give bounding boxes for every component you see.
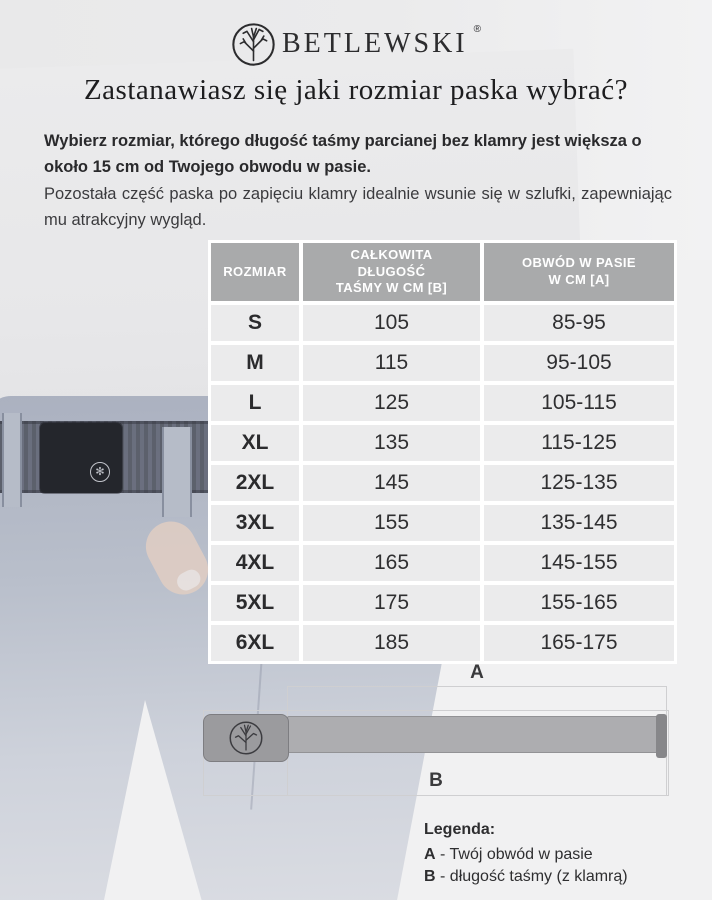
photo-belt-loop-right (162, 427, 192, 517)
size-table (208, 240, 677, 664)
column-header-line: W CM [A] (548, 272, 610, 287)
cell-size: 4XL (211, 545, 299, 581)
intro-regular-text: Pozostała część paska po zapięciu klamry idealnie wsunie się w szlufki, zapewniając mu atrakcyjny wygląd. (44, 185, 672, 230)
column-header-rozmiar (211, 243, 299, 301)
page-title: Zastanawiasz się jaki rozmiar paska wybrać? (83, 74, 629, 106)
cell-tape-length: 175 (303, 585, 480, 621)
intro-bold-text: Wybierz rozmiar, którego długość taśmy parcianej bez klamry jest większa o około 15 cm od Twojego obwodu w pasie. (44, 132, 642, 177)
cell-tape-length: 105 (303, 305, 480, 341)
belt-strap (287, 716, 661, 753)
photo-belt-buckle (40, 423, 122, 493)
cell-waist-range: 165-175 (484, 625, 674, 661)
column-header-line: DŁUGOŚĆ (357, 263, 426, 279)
column-header-obwod-w-pasie (484, 243, 674, 301)
brand-wordmark: BETLEWSKI (281, 28, 468, 59)
legend-text-a: - Twój obwód w pasie (440, 845, 593, 863)
cell-tape-length: 185 (303, 625, 480, 661)
cell-tape-length: 155 (303, 505, 480, 541)
dimension-a-label: A (470, 662, 484, 683)
column-header-dlugosc-tasmy (303, 243, 480, 301)
legend-title: Legenda: (424, 821, 496, 838)
dimension-b-label: B (429, 770, 443, 791)
cell-tape-length: 135 (303, 425, 480, 461)
cell-waist-range: 125-135 (484, 465, 674, 501)
cell-size: 5XL (211, 585, 299, 621)
legend-item-a (424, 844, 628, 867)
cell-waist-range: 135-145 (484, 505, 674, 541)
column-header-line: TAŚMY W CM [B] (335, 280, 448, 296)
cell-waist-range: 85-95 (484, 305, 674, 341)
legend-key-b: B (424, 868, 436, 886)
legend-text-b: - długość taśmy (z klamrą) (440, 868, 628, 886)
cell-size: L (211, 385, 299, 421)
cell-tape-length: 115 (303, 345, 480, 381)
belt-tip (656, 714, 667, 758)
cell-size: 6XL (211, 625, 299, 661)
legend-key-a: A (424, 845, 436, 863)
cell-waist-range: 115-125 (484, 425, 674, 461)
tree-logo-icon (231, 22, 276, 67)
buckle-logo-icon: ✻ (90, 462, 110, 482)
column-header-line: CAŁKOWITA (350, 246, 433, 262)
legend-item-b (424, 866, 628, 889)
cell-size: M (211, 345, 299, 381)
cell-tape-length: 165 (303, 545, 480, 581)
cell-size: 3XL (211, 505, 299, 541)
legend (424, 819, 628, 889)
cell-waist-range: 95-105 (484, 345, 674, 381)
cell-waist-range: 105-115 (484, 385, 674, 421)
belt-buckle (203, 714, 289, 762)
belt-diagram (203, 658, 673, 808)
cell-size: S (211, 305, 299, 341)
cell-size: XL (211, 425, 299, 461)
cell-tape-length: 125 (303, 385, 480, 421)
photo-belt-loop-left (2, 413, 22, 507)
cell-size: 2XL (211, 465, 299, 501)
registered-mark: ® (473, 24, 481, 35)
cell-waist-range: 145-155 (484, 545, 674, 581)
cell-tape-length: 145 (303, 465, 480, 501)
brand-logo (0, 20, 712, 68)
buckle-tree-icon (228, 720, 264, 756)
column-header-line: ROZMIAR (223, 263, 287, 279)
cell-waist-range: 155-165 (484, 585, 674, 621)
column-header-line: OBWÓD W PASIE (521, 255, 636, 271)
